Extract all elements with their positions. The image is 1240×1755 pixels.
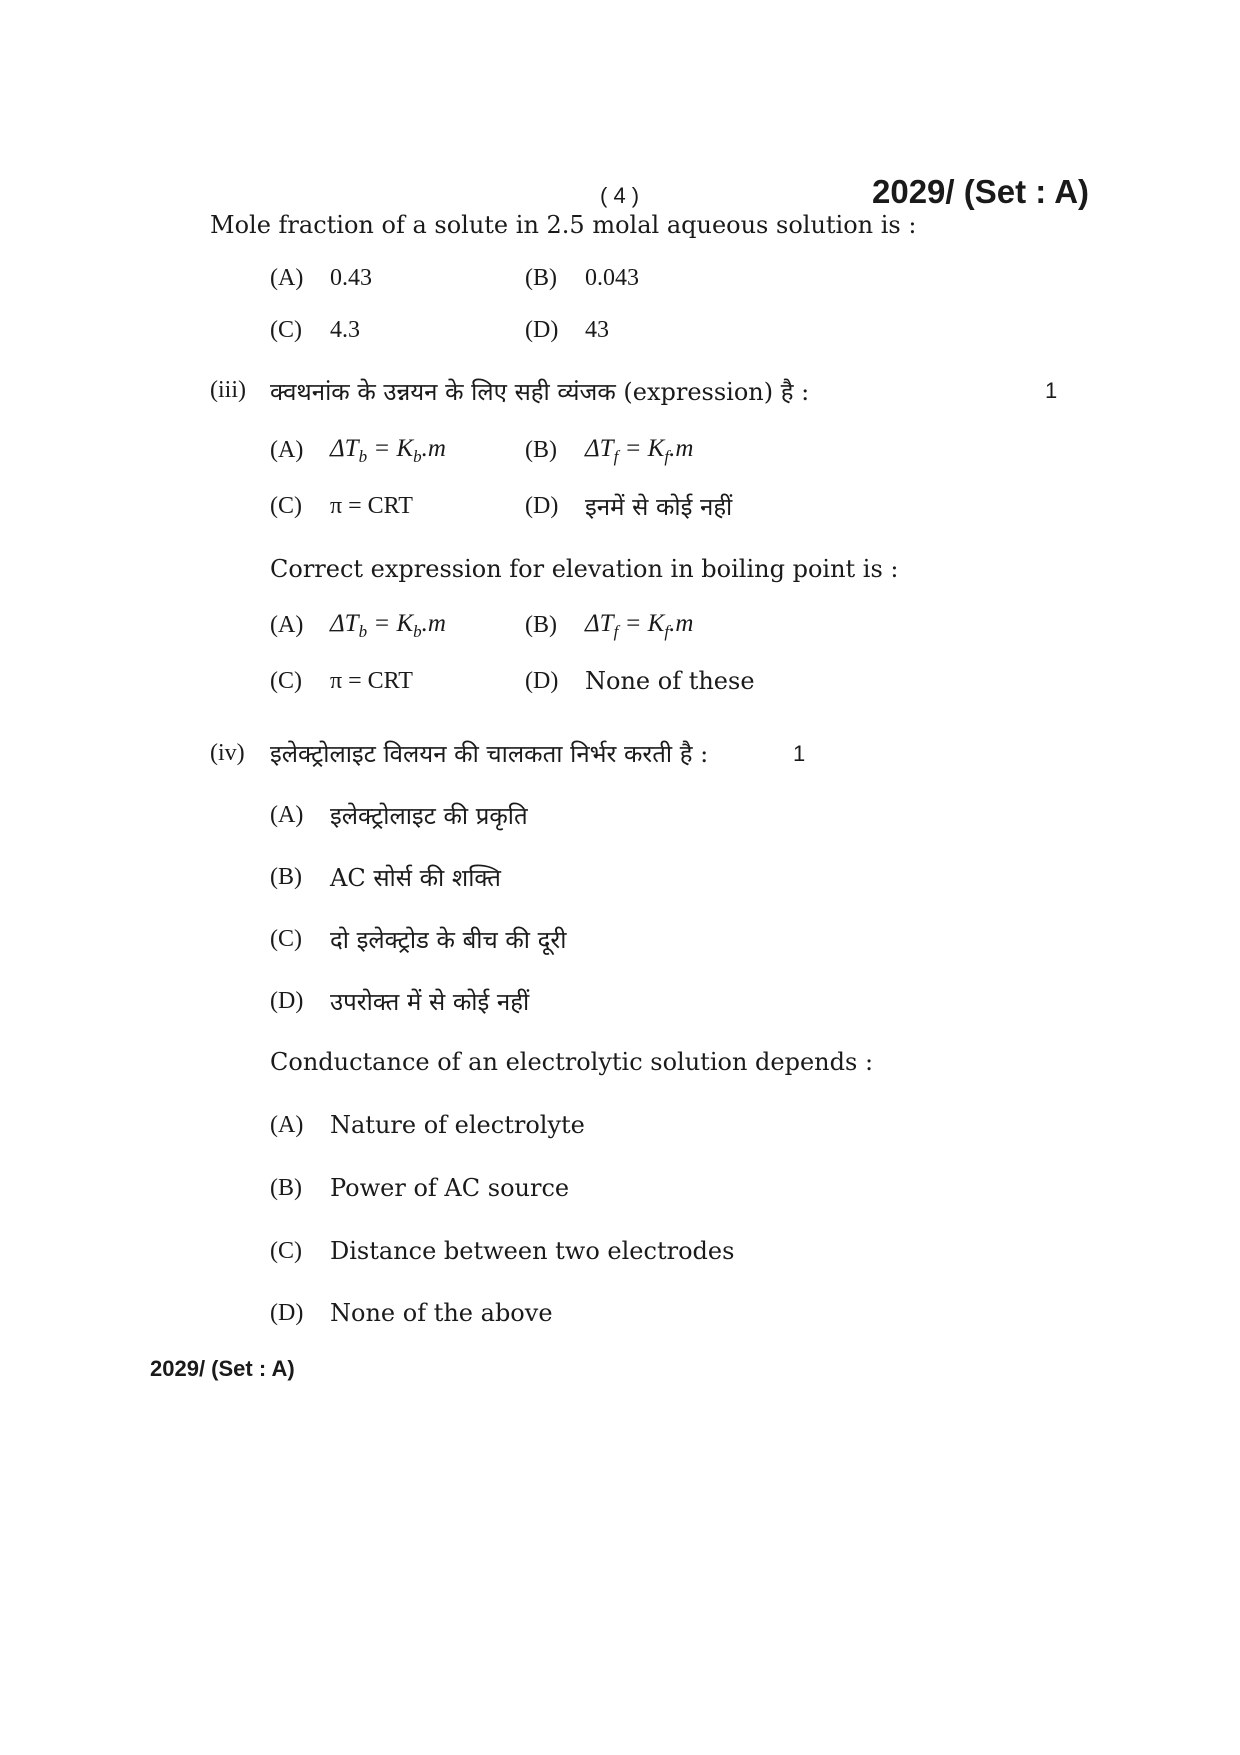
page-number: ( 4 ) [600, 183, 640, 208]
option-label: (C) [270, 317, 302, 343]
option-label: (B) [525, 265, 557, 291]
question-number: (iii) [210, 377, 246, 403]
paper-code-footer: 2029/ (Set : A) [150, 1356, 295, 1381]
question-iii-stem-hi: क्वथनांक के उन्नयन के लिए सही व्यंजक (expression) है : [270, 378, 810, 406]
option-label: (B) [270, 1175, 302, 1201]
option-text: उपरोक्त में से कोई नहीं [330, 988, 530, 1016]
question-number: (iv) [210, 740, 245, 766]
option-label: (D) [270, 1300, 304, 1326]
option-label: (D) [525, 668, 559, 694]
question-ii-stem-en: Mole fraction of a solute in 2.5 molal aqueous solution is : [210, 211, 917, 239]
option-label: (A) [270, 802, 304, 828]
option-text: None of these [585, 667, 755, 695]
option-text: Nature of electrolyte [330, 1111, 585, 1139]
option-label: (B) [270, 864, 302, 890]
option-text: इलेक्ट्रोलाइट की प्रकृति [330, 802, 528, 830]
option-text: π = CRT [330, 493, 413, 519]
option-label: (A) [270, 437, 304, 463]
formula-freezing-point: $\Delta T_f = K_f.m$ [585, 610, 694, 641]
option-label: (D) [525, 493, 559, 519]
option-label: (D) [270, 988, 304, 1014]
formula-freezing-point: $\Delta T_f = K_f.m$ [585, 435, 694, 466]
marks: 1 [793, 741, 806, 766]
option-text: AC सोर्स की शक्ति [330, 864, 501, 892]
option-text: 0.43 [330, 265, 372, 291]
formula-boiling-point: $\Delta T_b = K_b.m$ [330, 610, 446, 641]
option-label: (D) [525, 317, 559, 343]
question-iv-stem-hi: इलेक्ट्रोलाइट विलयन की चालकता निर्भर करती है : [270, 740, 709, 768]
option-text: Distance between two electrodes [330, 1237, 735, 1265]
option-label: (B) [525, 612, 557, 638]
question-iii-stem-en: Correct expression for elevation in boiling point is : [270, 555, 899, 583]
option-text: None of the above [330, 1299, 553, 1327]
option-label: (C) [270, 1238, 302, 1264]
paper-code-header: 2029/ (Set : A) [872, 173, 1090, 210]
option-text: 0.043 [585, 265, 639, 291]
option-text: Power of AC source [330, 1174, 570, 1202]
option-label: (A) [270, 265, 304, 291]
option-text: 43 [585, 317, 609, 343]
option-text: दो इलेक्ट्रोड के बीच की दूरी [330, 926, 567, 954]
marks: 1 [1045, 378, 1058, 403]
option-text: 4.3 [330, 317, 360, 343]
option-label: (C) [270, 668, 302, 694]
formula-boiling-point: $\Delta T_b = K_b.m$ [330, 435, 446, 466]
option-label: (C) [270, 926, 302, 952]
option-text: इनमें से कोई नहीं [585, 493, 733, 521]
question-iv-stem-en: Conductance of an electrolytic solution depends : [270, 1048, 874, 1076]
option-label: (A) [270, 612, 304, 638]
option-label: (A) [270, 1112, 304, 1138]
option-label: (C) [270, 493, 302, 519]
option-text: π = CRT [330, 668, 413, 694]
option-label: (B) [525, 437, 557, 463]
